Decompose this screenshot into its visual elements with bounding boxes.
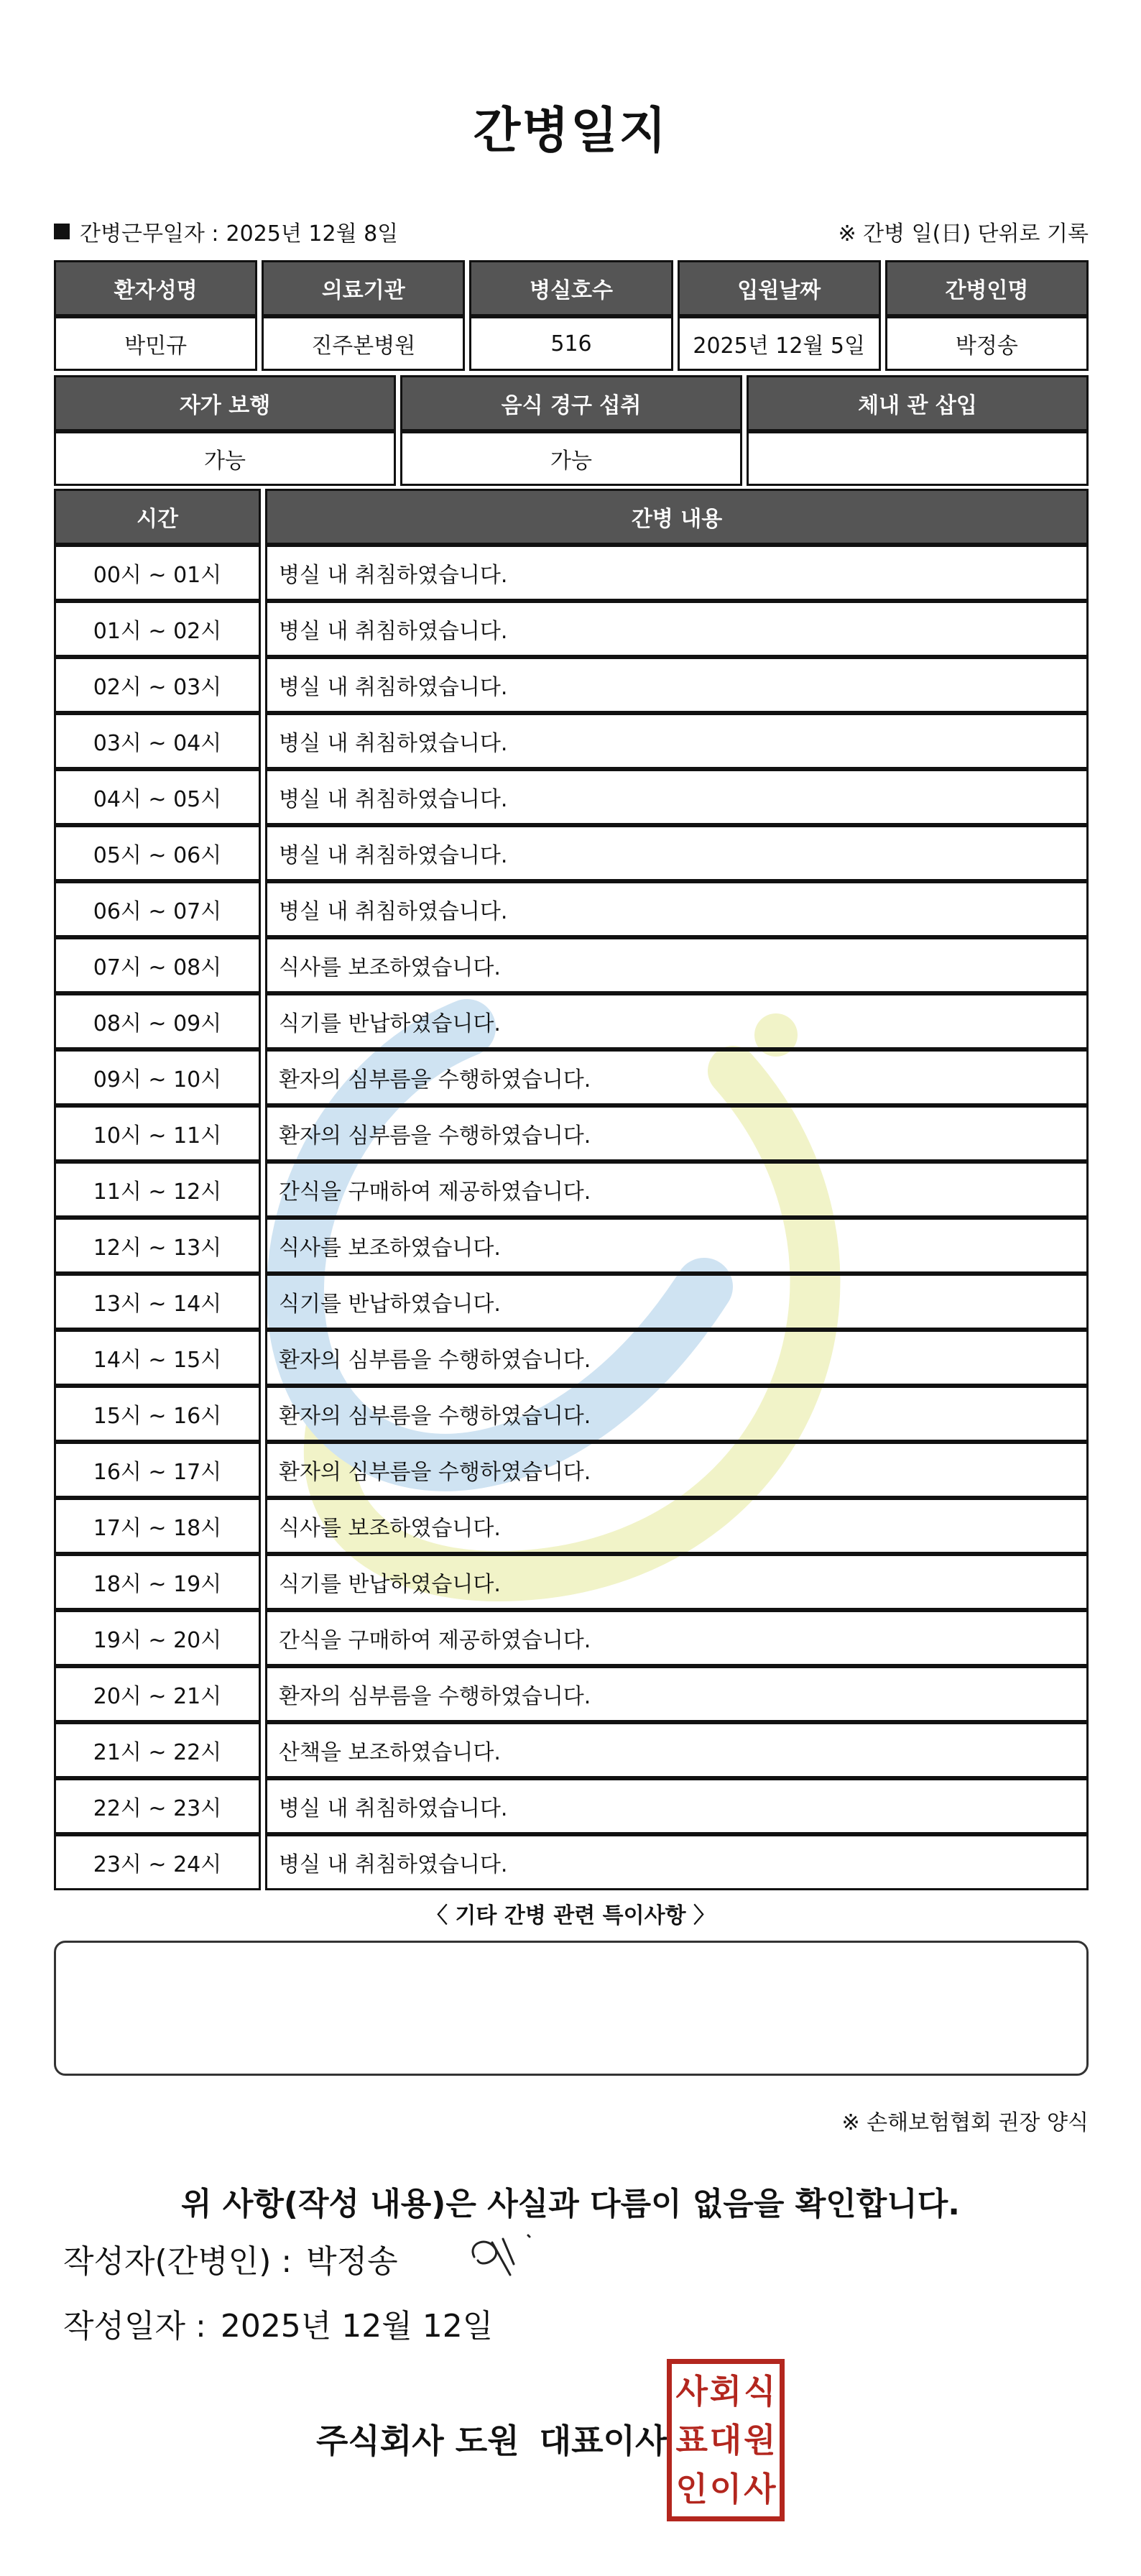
time-slot: 03시 ~ 04시 — [54, 713, 261, 769]
care-content: 병실 내 취침하였습니다. — [265, 713, 1089, 769]
seal-glyph: 인 — [675, 2470, 708, 2508]
care-content: 병실 내 취침하였습니다. — [265, 657, 1089, 713]
written-date-label: 작성일자 : — [63, 2308, 206, 2345]
header-hospital: 의료기관 — [262, 260, 465, 316]
header-tube-insertion: 체내 관 삽입 — [747, 375, 1089, 431]
table-row — [54, 1274, 1089, 1330]
time-slot: 14시 ~ 15시 — [54, 1330, 261, 1386]
representative-title: 대표이사 — [539, 2421, 667, 2460]
seal-glyph: 원 — [744, 2421, 776, 2460]
table-row — [54, 1554, 1089, 1610]
table-row — [54, 1722, 1089, 1778]
table-row — [54, 937, 1089, 993]
meta-row — [54, 216, 1089, 247]
care-content: 환자의 심부름을 수행하였습니다. — [265, 1330, 1089, 1386]
time-table-header — [54, 489, 1089, 545]
author-line — [63, 2235, 398, 2281]
seal-glyph: 사 — [675, 2372, 708, 2411]
care-content: 병실 내 취침하였습니다. — [265, 825, 1089, 881]
time-slot: 01시 ~ 02시 — [54, 601, 261, 657]
table-row — [54, 1498, 1089, 1554]
form-footnote: ※ 손해보험협회 권장 양식 — [841, 2110, 1089, 2135]
table-row — [54, 1778, 1089, 1834]
care-content: 식기를 반납하였습니다. — [265, 1554, 1089, 1610]
time-slot: 13시 ~ 14시 — [54, 1274, 261, 1330]
time-slot: 00시 ~ 01시 — [54, 545, 261, 601]
room-number: 516 — [469, 316, 673, 371]
time-slot: 02시 ~ 03시 — [54, 657, 261, 713]
caregiver-name: 박정송 — [885, 316, 1089, 371]
care-content: 환자의 심부름을 수행하였습니다. — [265, 1666, 1089, 1722]
care-content: 병실 내 취침하였습니다. — [265, 1834, 1089, 1890]
header-oral-intake: 음식 경구 섭취 — [400, 375, 742, 431]
table-row — [54, 1386, 1089, 1442]
care-content: 환자의 심부름을 수행하였습니다. — [265, 1386, 1089, 1442]
care-content: 병실 내 취침하였습니다. — [265, 769, 1089, 825]
header-admission-date: 입원날짜 — [678, 260, 881, 316]
seal-glyph: 사 — [744, 2470, 776, 2508]
time-slot: 08시 ~ 09시 — [54, 993, 261, 1049]
care-content: 산책을 보조하였습니다. — [265, 1722, 1089, 1778]
care-content: 환자의 심부름을 수행하였습니다. — [265, 1442, 1089, 1498]
table-row — [54, 881, 1089, 937]
work-date-label: 간병근무일자 : — [80, 221, 219, 247]
header-time: 시간 — [54, 489, 261, 545]
care-content: 병실 내 취침하였습니다. — [265, 601, 1089, 657]
care-content: 식기를 반납하였습니다. — [265, 1274, 1089, 1330]
author-name: 박정송 — [306, 2243, 398, 2280]
time-slot: 17시 ~ 18시 — [54, 1498, 261, 1554]
document-title: 간병일지 — [473, 103, 668, 160]
admission-date: 2025년 12월 5일 — [678, 316, 881, 371]
seal-glyph: 식 — [744, 2372, 776, 2411]
author-label: 작성자(간병인) : — [63, 2243, 292, 2280]
table-row — [54, 769, 1089, 825]
work-date: 2025년 12월 8일 — [226, 221, 399, 247]
table-row — [54, 1218, 1089, 1274]
time-slot: 10시 ~ 11시 — [54, 1105, 261, 1162]
header-self-walking: 자가 보행 — [54, 375, 396, 431]
care-content: 환자의 심부름을 수행하였습니다. — [265, 1049, 1089, 1105]
info-table-values — [54, 316, 1089, 371]
seal-glyph: 회 — [709, 2372, 742, 2411]
table-row — [54, 993, 1089, 1049]
time-slot: 06시 ~ 07시 — [54, 881, 261, 937]
table-row — [54, 1049, 1089, 1105]
time-slot: 04시 ~ 05시 — [54, 769, 261, 825]
tube-insertion-value — [747, 431, 1089, 486]
care-content: 간식을 구매하여 제공하였습니다. — [265, 1162, 1089, 1218]
table-row — [54, 601, 1089, 657]
care-time-table — [54, 489, 1089, 1890]
self-walking-value: 가능 — [54, 431, 396, 486]
oral-intake-value: 가능 — [400, 431, 742, 486]
patient-name: 박민규 — [54, 316, 257, 371]
table-row — [54, 713, 1089, 769]
time-slot: 05시 ~ 06시 — [54, 825, 261, 881]
hospital-name: 진주본병원 — [262, 316, 465, 371]
company-seal-stamp — [667, 2359, 785, 2521]
company-name: 주식회사 도원 — [316, 2421, 519, 2460]
table-row — [54, 657, 1089, 713]
time-slot: 22시 ~ 23시 — [54, 1778, 261, 1834]
company-signature — [316, 2415, 667, 2462]
notes-title: 〈 기타 간병 관련 특이사항 〉 — [425, 1903, 716, 1928]
table-row — [54, 1162, 1089, 1218]
table-row — [54, 545, 1089, 601]
seal-glyph: 대 — [709, 2421, 742, 2460]
unit-note: ※ 간병 일(日) 단위로 기록 — [838, 221, 1089, 247]
header-room: 병실호수 — [469, 260, 673, 316]
time-slot: 18시 ~ 19시 — [54, 1554, 261, 1610]
table-row — [54, 1442, 1089, 1498]
status-table-header — [54, 375, 1089, 431]
care-content: 식기를 반납하였습니다. — [265, 993, 1089, 1049]
table-row — [54, 825, 1089, 881]
time-slot: 11시 ~ 12시 — [54, 1162, 261, 1218]
time-slot: 16시 ~ 17시 — [54, 1442, 261, 1498]
table-row — [54, 1610, 1089, 1666]
info-table-header — [54, 260, 1089, 316]
time-slot: 23시 ~ 24시 — [54, 1834, 261, 1890]
written-date: 2025년 12월 12일 — [220, 2308, 494, 2345]
care-content: 식사를 보조하였습니다. — [265, 1498, 1089, 1554]
time-slot: 07시 ~ 08시 — [54, 937, 261, 993]
status-table-values — [54, 431, 1089, 486]
care-content: 병실 내 취침하였습니다. — [265, 1778, 1089, 1834]
care-content: 식사를 보조하였습니다. — [265, 937, 1089, 993]
written-date-line — [63, 2300, 493, 2346]
header-caregiver: 간병인명 — [885, 260, 1089, 316]
time-slot: 15시 ~ 16시 — [54, 1386, 261, 1442]
header-patient-name: 환자성명 — [54, 260, 257, 316]
care-content: 병실 내 취침하였습니다. — [265, 881, 1089, 937]
notes-box — [54, 1941, 1089, 2076]
table-row — [54, 1834, 1089, 1890]
time-slot: 21시 ~ 22시 — [54, 1722, 261, 1778]
care-content: 식사를 보조하였습니다. — [265, 1218, 1089, 1274]
table-row — [54, 1330, 1089, 1386]
care-content: 환자의 심부름을 수행하였습니다. — [265, 1105, 1089, 1162]
table-row — [54, 1105, 1089, 1162]
table-row — [54, 1666, 1089, 1722]
header-care-content: 간병 내용 — [265, 489, 1089, 545]
time-slot: 09시 ~ 10시 — [54, 1049, 261, 1105]
care-content: 간식을 구매하여 제공하였습니다. — [265, 1610, 1089, 1666]
handwritten-signature-icon — [460, 2228, 553, 2286]
square-bullet-icon — [54, 224, 70, 239]
confirmation-statement: 위 사항(작성 내용)은 사실과 다름이 없음을 확인합니다. — [181, 2186, 960, 2222]
seal-glyph: 표 — [675, 2421, 708, 2460]
work-date-group — [54, 216, 398, 247]
time-slot: 19시 ~ 20시 — [54, 1610, 261, 1666]
time-slot: 12시 ~ 13시 — [54, 1218, 261, 1274]
care-content: 병실 내 취침하였습니다. — [265, 545, 1089, 601]
time-slot: 20시 ~ 21시 — [54, 1666, 261, 1722]
seal-glyph: 이 — [709, 2470, 742, 2508]
